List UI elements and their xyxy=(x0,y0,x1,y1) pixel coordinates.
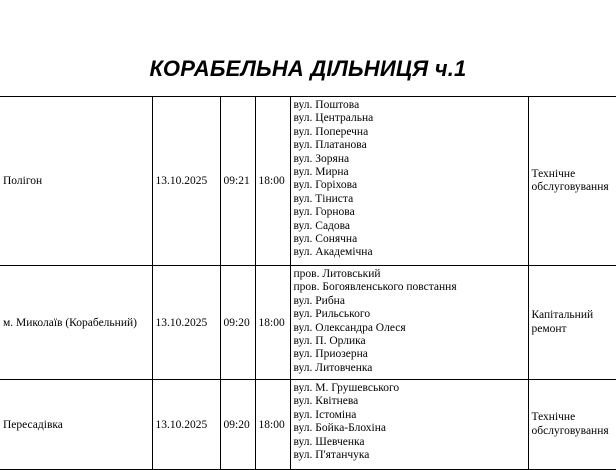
location-cell: м. Миколаїв (Корабельний) xyxy=(0,266,152,380)
time-start-cell: 09:20 xyxy=(220,380,255,470)
time-end-cell: 18:00 xyxy=(255,266,290,380)
street-item: вул. Шевченка xyxy=(293,435,365,448)
time-start-cell: 09:21 xyxy=(220,97,255,266)
location-cell: Полігон xyxy=(0,97,152,266)
table-row xyxy=(0,266,616,380)
street-item: вул. Квітнева xyxy=(293,395,359,408)
table-row xyxy=(0,380,616,470)
street-item: вул. Поштова xyxy=(293,99,360,111)
outage-schedule-table xyxy=(0,96,616,470)
work-type-cell xyxy=(528,266,616,380)
street-item: пров. Литовський xyxy=(293,268,381,280)
street-item: вул. Мирна xyxy=(293,166,349,179)
streets-cell xyxy=(290,97,528,266)
work-type-label: Капітальний ремонт xyxy=(531,309,594,335)
date-cell: 13.10.2025 xyxy=(152,97,220,266)
work-type-label: Технічне обслуговування xyxy=(531,167,609,193)
time-end-cell: 18:00 xyxy=(255,97,290,266)
street-item: вул. Горіхова xyxy=(293,179,358,192)
street-item: вул. М. Грушевського xyxy=(293,382,400,394)
streets-cell xyxy=(290,266,528,380)
street-item: вул. Поперечна xyxy=(293,125,369,138)
street-item: вул. П. Орлика xyxy=(293,335,366,348)
street-item: вул. Литовченка xyxy=(293,361,373,374)
street-item: вул. Центральна xyxy=(293,112,374,125)
street-item: вул. Бойка-Блохіна xyxy=(293,422,386,435)
page-title: КОРАБЕЛЬНА ДІЛЬНИЦЯ ч.1 xyxy=(149,56,467,81)
work-type-cell xyxy=(528,97,616,266)
date-cell: 13.10.2025 xyxy=(152,266,220,380)
street-item: вул. П'ятанчука xyxy=(293,449,370,462)
street-item: вул. Горнова xyxy=(293,206,355,219)
time-end-cell: 18:00 xyxy=(255,380,290,470)
street-item: вул. Рибна xyxy=(293,294,345,307)
street-item: вул. Рильського xyxy=(293,308,371,321)
location-cell: Пересадівка xyxy=(0,380,152,470)
street-item: вул. Тіниста xyxy=(293,192,354,205)
street-item: вул. Академічна xyxy=(293,246,373,259)
work-type-cell xyxy=(528,380,616,470)
street-item: вул. Сонячна xyxy=(293,233,358,246)
street-item: вул. Садова xyxy=(293,219,351,232)
street-item: вул. Зоряна xyxy=(293,152,350,165)
street-item: пров. Богоявленського повстання xyxy=(293,281,457,294)
time-start-cell: 09:20 xyxy=(220,266,255,380)
street-item: вул. Істоміна xyxy=(293,408,357,421)
date-cell: 13.10.2025 xyxy=(152,380,220,470)
street-item: вул. Олександра Олеся xyxy=(293,321,406,334)
work-type-label: Технічне обслуговування xyxy=(531,411,609,437)
streets-cell xyxy=(290,380,528,470)
table-row xyxy=(0,97,616,266)
street-item: вул. Приозерна xyxy=(293,348,368,361)
street-item: вул. Платанова xyxy=(293,139,367,152)
